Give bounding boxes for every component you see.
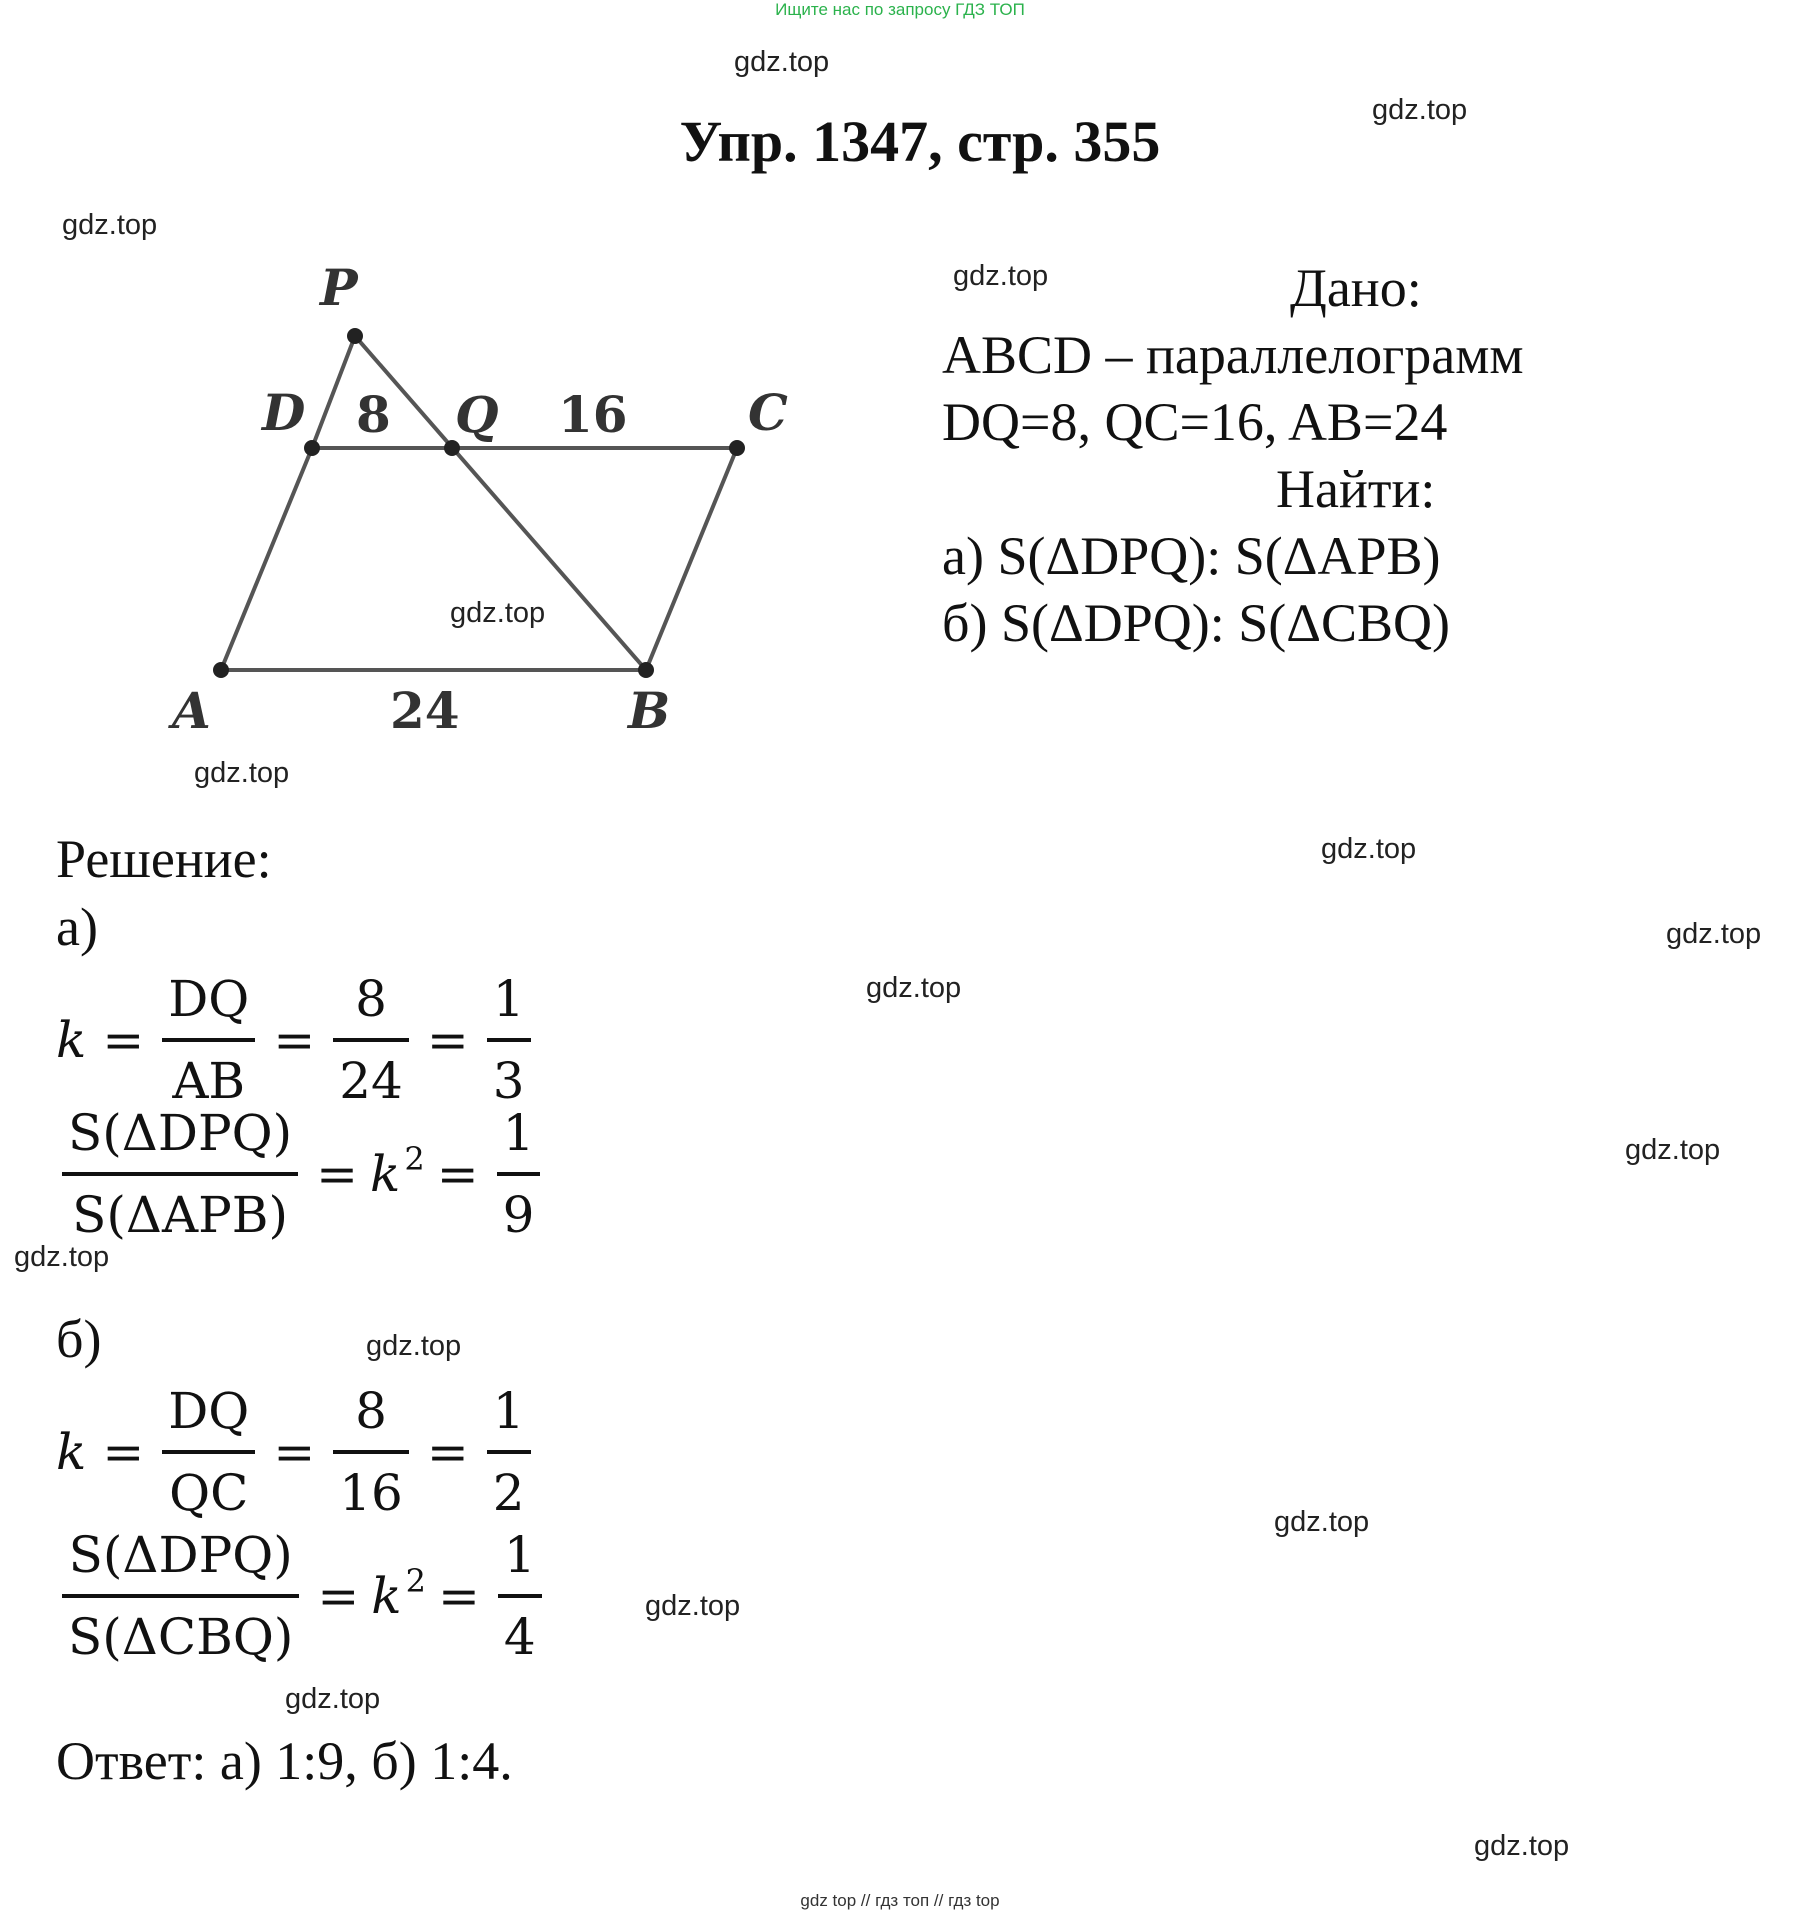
- fraction: $\frac{DQ}{QC}$: [162, 1372, 255, 1532]
- label-ab: 24: [390, 681, 460, 740]
- side-bc: [646, 448, 737, 670]
- watermark: gdz.top: [1474, 1830, 1570, 1862]
- fraction: $\frac{1}{3}$: [487, 960, 531, 1120]
- point-a: [213, 662, 229, 678]
- point-c: [729, 440, 745, 456]
- watermark: gdz.top: [645, 1590, 741, 1622]
- given-heading: Дано:: [1290, 258, 1422, 318]
- watermark: gdz.top: [734, 46, 830, 78]
- find-a: а) S(ΔDPQ): S(ΔAPB): [942, 526, 1441, 586]
- top-banner[interactable]: Ищите нас по запросу ГДЗ ТОП: [775, 0, 1025, 19]
- parallelogram-figure: [0, 0, 820, 760]
- fraction: $\frac{1}{4}$: [498, 1516, 542, 1676]
- fraction: $\frac{\text{S(ΔDPQ)}}{\text{S(ΔCBQ)}}$: [62, 1516, 299, 1676]
- point-b: [638, 662, 654, 678]
- watermark: gdz.top: [1372, 94, 1468, 126]
- k-formula-a: k = $\frac{DQ}{AB}$ = $\frac{8}{24}$ = $\frac{1}{3}$: [56, 960, 537, 1120]
- watermark: gdz.top: [1625, 1134, 1721, 1166]
- area-ratio-b: $\frac{\text{S(ΔDPQ)}}{\text{S(ΔCBQ)}}$ = k $^2$ = $\frac{1}{4}$: [56, 1516, 548, 1676]
- label-p: P: [320, 258, 358, 317]
- watermark: gdz.top: [285, 1683, 381, 1715]
- page-title: Упр. 1347, стр. 355: [679, 109, 1161, 174]
- find-b: б) S(ΔDPQ): S(ΔCBQ): [942, 593, 1450, 653]
- watermark: gdz.top: [1666, 918, 1762, 950]
- watermark: gdz.top: [1321, 833, 1417, 865]
- k-symbol: k: [56, 1011, 87, 1069]
- watermark: gdz.top: [62, 209, 158, 241]
- watermark: gdz.top: [866, 972, 962, 1004]
- given-line-2: DQ=8, QC=16, AB=24: [942, 392, 1448, 452]
- watermark: gdz.top: [14, 1241, 110, 1273]
- fraction: $\frac{8}{24}$: [333, 960, 409, 1120]
- segment-dp: [312, 336, 355, 448]
- fraction: $\frac{\text{S(ΔDPQ)}}{\text{S(ΔAPB)}}$: [62, 1094, 298, 1254]
- label-q: Q: [455, 385, 499, 444]
- part-b-label: б): [56, 1309, 102, 1369]
- fraction: $\frac{DQ}{AB}$: [162, 960, 255, 1120]
- k-symbol: k: [56, 1423, 87, 1481]
- side-ad: [221, 448, 312, 670]
- part-a-label: а): [56, 897, 98, 957]
- fraction: $\frac{1}{9}$: [497, 1094, 541, 1254]
- k-formula-b: k = $\frac{DQ}{QC}$ = $\frac{8}{16}$ = $\frac{1}{2}$: [56, 1372, 537, 1532]
- point-p: [347, 328, 363, 344]
- solution-heading: Решение:: [56, 829, 272, 889]
- area-ratio-a: $\frac{\text{S(ΔDPQ)}}{\text{S(ΔAPB)}}$ = k $^2$ = $\frac{1}{9}$: [56, 1094, 546, 1254]
- watermark: gdz.top: [194, 757, 290, 789]
- watermark: gdz.top: [953, 260, 1049, 292]
- label-c: C: [748, 383, 788, 442]
- given-line-1: ABCD – параллелограмм: [942, 325, 1524, 385]
- label-b: B: [628, 681, 671, 740]
- find-heading: Найти:: [1276, 459, 1436, 519]
- answer-line: Ответ: а) 1:9, б) 1:4.: [56, 1731, 513, 1791]
- fraction: $\frac{1}{2}$: [487, 1372, 531, 1532]
- label-qc: 16: [558, 385, 628, 444]
- label-d: D: [262, 383, 306, 442]
- watermark: gdz.top: [450, 597, 546, 629]
- footer-links[interactable]: gdz top // гдз топ // гдз top: [800, 1891, 1000, 1910]
- watermark: gdz.top: [1274, 1506, 1370, 1538]
- point-d: [304, 440, 320, 456]
- watermark: gdz.top: [366, 1330, 462, 1362]
- label-a: A: [172, 681, 211, 740]
- label-dq: 8: [356, 385, 391, 444]
- fraction: $\frac{8}{16}$: [333, 1372, 409, 1532]
